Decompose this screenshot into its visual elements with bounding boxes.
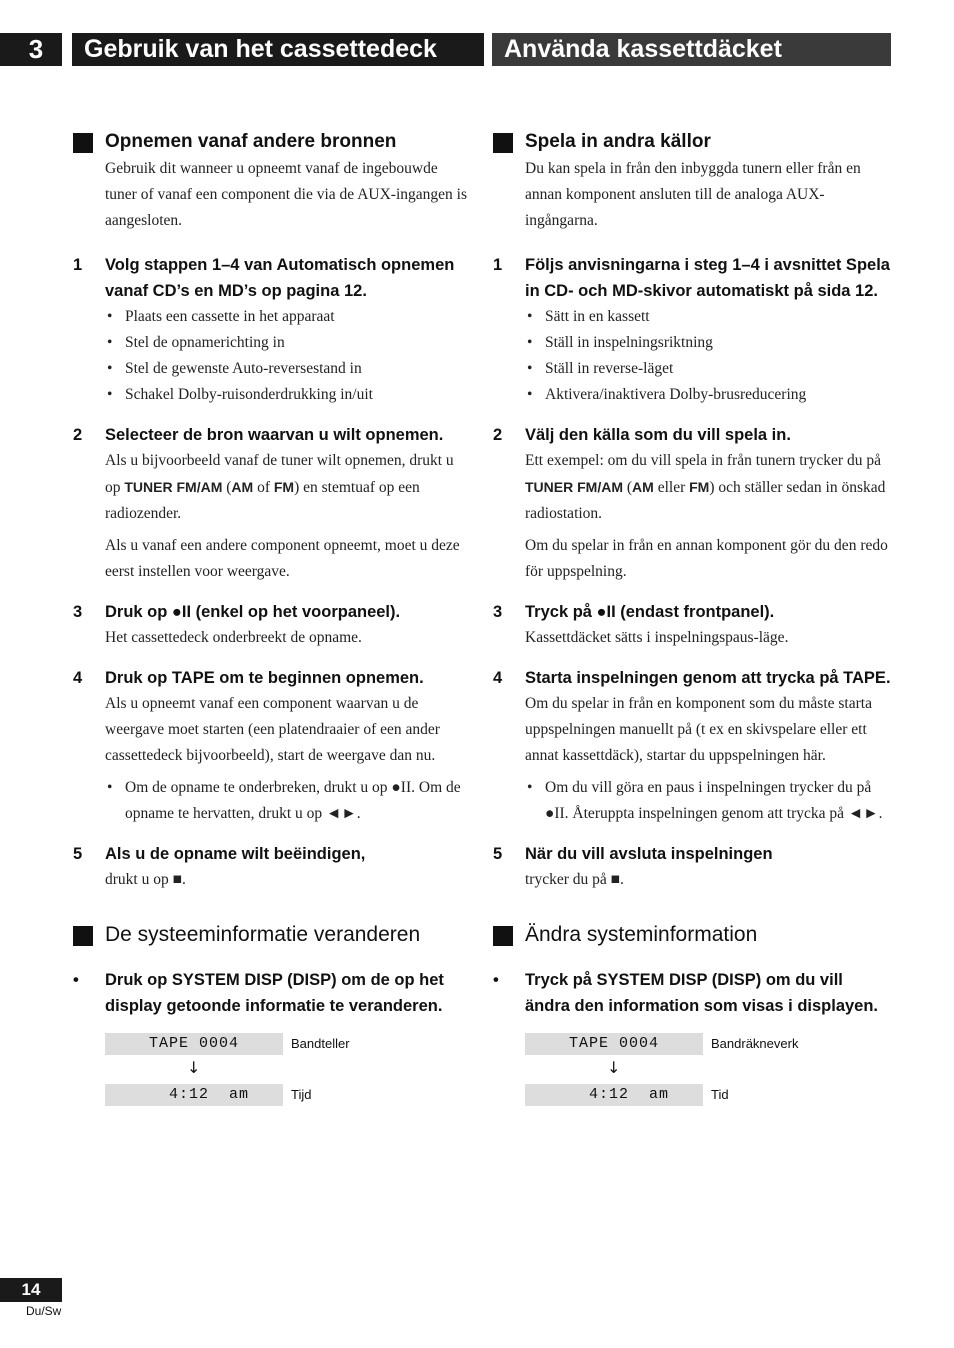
- text-run: ) en stemtuaf op een radiozender.: [105, 479, 420, 522]
- text-run: Als u bijvoorbeeld vanaf de tuner wilt opnemen, drukt u op: [105, 452, 454, 496]
- section-other-sources: [492, 128, 892, 234]
- step-title: När du vill avsluta inspelningen: [525, 845, 773, 863]
- section-marker: [493, 926, 513, 946]
- chapter-title-swedish: Använda kassettdäcket: [492, 33, 891, 66]
- section-system-info: [72, 921, 472, 949]
- step-title: Välj den källa som du vill spela in.: [525, 426, 791, 444]
- step-number: 3: [493, 603, 503, 621]
- step-number: 2: [493, 426, 503, 444]
- text-run: eller: [653, 479, 690, 496]
- section-title: Opnemen vanaf andere bronnen: [105, 131, 397, 152]
- step-number: 4: [73, 669, 83, 687]
- list-item: • Schakel Dolby-ruisonderdrukking in/uit: [105, 382, 472, 408]
- step-5: [72, 841, 472, 893]
- step-2: [492, 422, 892, 585]
- text-run: Ett exempel: om du vill spela in från tunern trycker du på: [525, 452, 881, 469]
- display-time: 4:12 am: [525, 1084, 703, 1106]
- section-intro: Gebruik dit wanneer u opneemt vanaf de ingebouwde tuner of vanaf een component die via de AUX-ingangen is aangesloten.: [105, 160, 467, 229]
- list-item: • Ställ in inspelningsriktning: [525, 330, 892, 356]
- step-title: Följs anvisningarna i steg 1–4 i avsnittet Spela in CD- och MD-skivor automatiskt på sida 12.: [525, 256, 890, 300]
- key-am: AM: [632, 479, 654, 495]
- step-title: Als u de opname wilt beëindigen,: [105, 845, 366, 863]
- arrow-down-icon: ↓: [187, 1058, 201, 1077]
- step-title: Selecteer de bron waarvan u wilt opnemen.: [105, 426, 444, 444]
- step-1: [492, 252, 892, 408]
- display-tape-counter: TAPE 0004: [525, 1033, 703, 1055]
- list-item: • Plaats een cassette in het apparaat: [105, 304, 472, 330]
- list-item: • Ställ in reverse-läget: [525, 356, 892, 382]
- step-number: 4: [493, 669, 503, 687]
- display-sequence: [105, 1033, 472, 1117]
- display-time: 4:12 am: [105, 1084, 283, 1106]
- step-text: Als u opneemt vanaf een component waarvan u de weergave moet starten (een platendraaier of een ander cassettedeck bijvoorbeeld), start de weergave dan nu.: [105, 695, 440, 764]
- step-title: Druk op SYSTEM DISP (DISP) om de op het display getoonde informatie te veranderen.: [105, 971, 444, 1015]
- step-1: [72, 252, 472, 408]
- chapter-number: 3: [0, 33, 62, 66]
- arrow-down-icon: ↓: [607, 1058, 621, 1077]
- dutch-column: [72, 128, 472, 1117]
- system-info-bullet: [72, 967, 472, 1019]
- section-title: Ändra systeminformation: [525, 923, 758, 946]
- step-text: [525, 448, 892, 527]
- display-label: Bandteller: [291, 1036, 350, 1051]
- bullet-marker: •: [493, 971, 499, 989]
- step-text: trycker du på ■.: [525, 871, 624, 888]
- step-title: Tryck på SYSTEM DISP (DISP) om du vill ändra den information som visas i displayen.: [525, 971, 879, 1015]
- key-fm: FM: [273, 479, 295, 495]
- list-item: • Om du vill göra en paus i inspelningen trycker du på ●II. Återuppta inspelningen genom att trycka på ◄►.: [525, 775, 892, 827]
- key-tuner: TUNER FM/AM: [124, 479, 223, 495]
- step-4: [492, 665, 892, 827]
- section-title: De systeeminformatie veranderen: [105, 923, 421, 946]
- step-title: Druk op TAPE om te beginnen opnemen.: [105, 669, 424, 687]
- section-system-info: [492, 921, 892, 949]
- page-number: 14: [0, 1278, 62, 1302]
- text-run: (: [623, 479, 633, 496]
- step-text: Als u vanaf een andere component opneemt, moet u deze eerst instellen voor weergave.: [105, 537, 460, 580]
- step-title: Volg stappen 1–4 van Automatisch opnemen vanaf CD’s en MD’s op pagina 12.: [105, 256, 455, 300]
- step-3: [72, 599, 472, 651]
- list-item: • Stel de gewenste Auto-reversestand in: [105, 356, 472, 382]
- list-item: • Aktivera/inaktivera Dolby-brusreducering: [525, 382, 892, 408]
- step-text: Het cassettedeck onderbreekt de opname.: [105, 629, 362, 646]
- language-code: Du/Sw: [26, 1304, 62, 1318]
- step-number: 5: [493, 845, 503, 863]
- display-label: Bandräkneverk: [711, 1036, 799, 1051]
- section-marker: [493, 133, 513, 153]
- step-number: 3: [73, 603, 83, 621]
- step-number: 5: [73, 845, 83, 863]
- key-am: AM: [231, 479, 254, 495]
- step-number: 1: [493, 256, 503, 274]
- text-run: (: [222, 479, 232, 496]
- step-title: Tryck på ●II (endast frontpanel).: [525, 603, 775, 621]
- step-2: [72, 422, 472, 585]
- display-tape-counter: TAPE 0004: [105, 1033, 283, 1055]
- system-info-bullet: [492, 967, 892, 1019]
- step-text: Om du spelar in från en komponent som du måste starta uppspelningen manuellt på (t ex en skivspelare eller ett annat kassettdäck), startar du uppspelningen här.: [525, 695, 872, 764]
- text-run: of: [253, 479, 274, 496]
- swedish-column: [492, 128, 892, 1117]
- list-item: • Om de opname te onderbreken, drukt u op ●II. Om de opname te hervatten, drukt u op ◄►.: [105, 775, 472, 827]
- step-title: Druk op ●II (enkel op het voorpaneel).: [105, 603, 401, 621]
- display-sequence: [525, 1033, 892, 1117]
- section-intro: Du kan spela in från den inbyggda tunern eller från en annan komponent ansluten till de analoga AUX-ingångarna.: [525, 160, 861, 229]
- step-text: [105, 448, 472, 527]
- section-marker: [73, 926, 93, 946]
- key-tuner: TUNER FM/AM: [525, 479, 623, 495]
- step-5: [492, 841, 892, 893]
- step-3: [492, 599, 892, 651]
- key-fm: FM: [689, 479, 710, 495]
- step-text: drukt u op ■.: [105, 871, 186, 888]
- display-label: Tid: [711, 1087, 729, 1102]
- step-text: Kassettdäcket sätts i inspelningspaus-läge.: [525, 629, 789, 646]
- step-number: 1: [73, 256, 83, 274]
- section-other-sources: [72, 128, 472, 234]
- bullet-marker: •: [73, 971, 79, 989]
- chapter-title-dutch: Gebruik van het cassettedeck: [72, 33, 484, 66]
- list-item: • Stel de opnamerichting in: [105, 330, 472, 356]
- display-label: Tijd: [291, 1087, 312, 1102]
- step-number: 2: [73, 426, 83, 444]
- step-text: Om du spelar in från en annan komponent gör du den redo för uppspelning.: [525, 537, 888, 580]
- list-item: • Sätt in en kassett: [525, 304, 892, 330]
- step-title: Starta inspelningen genom att trycka på TAPE.: [525, 669, 891, 687]
- text-run: ) och ställer sedan in önskad radiostation.: [525, 479, 886, 522]
- step-4: [72, 665, 472, 827]
- section-title: Spela in andra källor: [525, 131, 711, 152]
- section-marker: [73, 133, 93, 153]
